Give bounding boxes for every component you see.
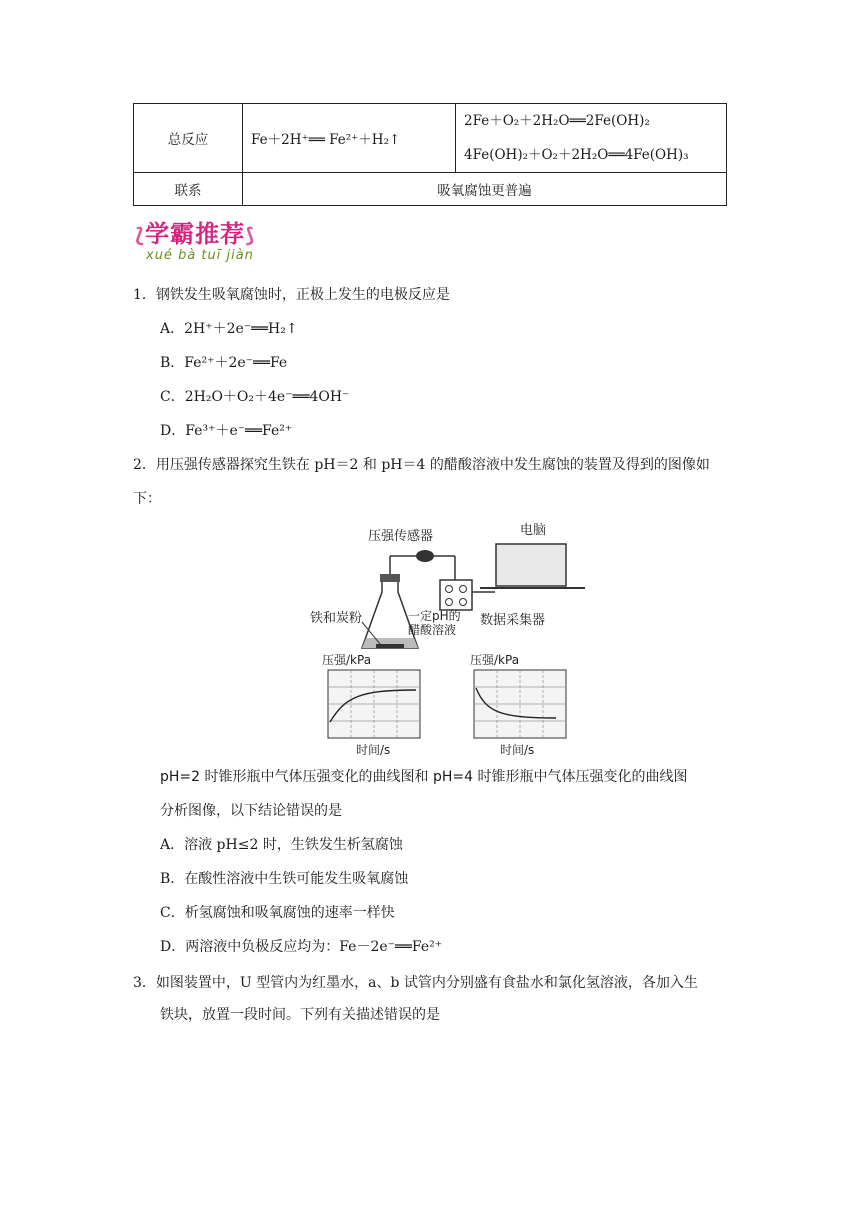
collector-label: 数据采集器 bbox=[480, 613, 546, 628]
solution-label-1: 一定pH的 bbox=[408, 609, 461, 623]
graph2-xlabel: 时间/s bbox=[500, 743, 535, 757]
iron-carbon-powder bbox=[376, 644, 404, 648]
apparatus-diagram bbox=[300, 512, 590, 758]
solution-label-2: 醋酸溶液 bbox=[408, 623, 457, 637]
graph1-xlabel: 时间/s bbox=[356, 743, 391, 757]
logo-main-text: 学霸推荐 bbox=[145, 220, 246, 248]
q2-stem-line1: 2．用压强传感器探究生铁在 pH＝2 和 pH＝4 的醋酸溶液中发生腐蚀的装置及得到的图像如 bbox=[133, 457, 710, 473]
graph-ph4 bbox=[474, 670, 566, 738]
q2-option-a: A．溶液 pH≤2 时，生铁发生析氢腐蚀 bbox=[160, 837, 403, 853]
q1-option-c: C．2H₂O＋O₂＋4e⁻══4OH⁻ bbox=[160, 389, 350, 405]
xueba-recommend-logo: ⟅学霸推荐⟆ bbox=[135, 220, 256, 248]
oxygen-absorption-equations bbox=[456, 104, 727, 173]
q3-stem-line2: 铁块，放置一段时间。下列有关描述错误的是 bbox=[160, 1007, 440, 1023]
graph1-ylabel: 压强/kPa bbox=[322, 653, 372, 667]
q1-option-b: B．Fe²⁺＋2e⁻══Fe bbox=[160, 355, 288, 371]
sensor-device bbox=[416, 550, 434, 562]
q1-stem: 1．钢铁发生吸氧腐蚀时，正极上发生的电极反应是 bbox=[133, 287, 450, 303]
sensor-label: 压强传感器 bbox=[368, 529, 434, 544]
table-label-relation: 联系 bbox=[134, 173, 243, 206]
q2-option-b: B．在酸性溶液中生铁可能发生吸氧腐蚀 bbox=[160, 871, 409, 887]
data-collector bbox=[440, 580, 472, 610]
flask-stopper bbox=[380, 574, 400, 582]
graph2-ylabel: 压强/kPa bbox=[470, 653, 520, 667]
graph-ph2 bbox=[328, 670, 420, 738]
table-relation-value: 吸氧腐蚀更普遍 bbox=[243, 173, 727, 206]
computer-screen bbox=[496, 544, 566, 586]
q2-option-d: D．两溶液中负极反应均为：Fe－2e⁻══Fe²⁺ bbox=[160, 939, 443, 955]
iron-carbon-label: 铁和炭粉 bbox=[310, 611, 363, 626]
oxygen-equation-2: 4Fe(OH)₂＋O₂＋2H₂O══4Fe(OH)₃ bbox=[464, 147, 689, 163]
q2-figure-caption: pH=2 时锥形瓶中气体压强变化的曲线图和 pH=4 时锥形瓶中气体压强变化的曲线图 bbox=[160, 769, 688, 785]
oxygen-equation-1: 2Fe＋O₂＋2H₂O══2Fe(OH)₂ bbox=[464, 113, 650, 129]
computer-label: 电脑 bbox=[520, 523, 547, 538]
q2-stem-line2: 下： bbox=[133, 491, 161, 507]
hydrogen-evolution-equation: Fe＋2H⁺══ Fe²⁺＋H₂↑ bbox=[243, 104, 456, 173]
q1-option-a: A．2H⁺＋2e⁻══H₂↑ bbox=[160, 321, 298, 337]
q2-option-c: C．析氢腐蚀和吸氧腐蚀的速率一样快 bbox=[160, 905, 395, 921]
q1-option-d: D．Fe³⁺＋e⁻══Fe²⁺ bbox=[160, 423, 293, 439]
q3-stem-line1: 3．如图装置中，U 型管内为红墨水，a、b 试管内分别盛有食盐水和氯化氢溶液，各加入生 bbox=[133, 975, 698, 991]
logo-pinyin: xué bà tuī jiàn bbox=[146, 248, 254, 263]
reaction-table bbox=[133, 103, 727, 206]
table-label-total-reaction: 总反应 bbox=[134, 104, 243, 173]
q2-analysis: 分析图像，以下结论错误的是 bbox=[160, 803, 342, 819]
